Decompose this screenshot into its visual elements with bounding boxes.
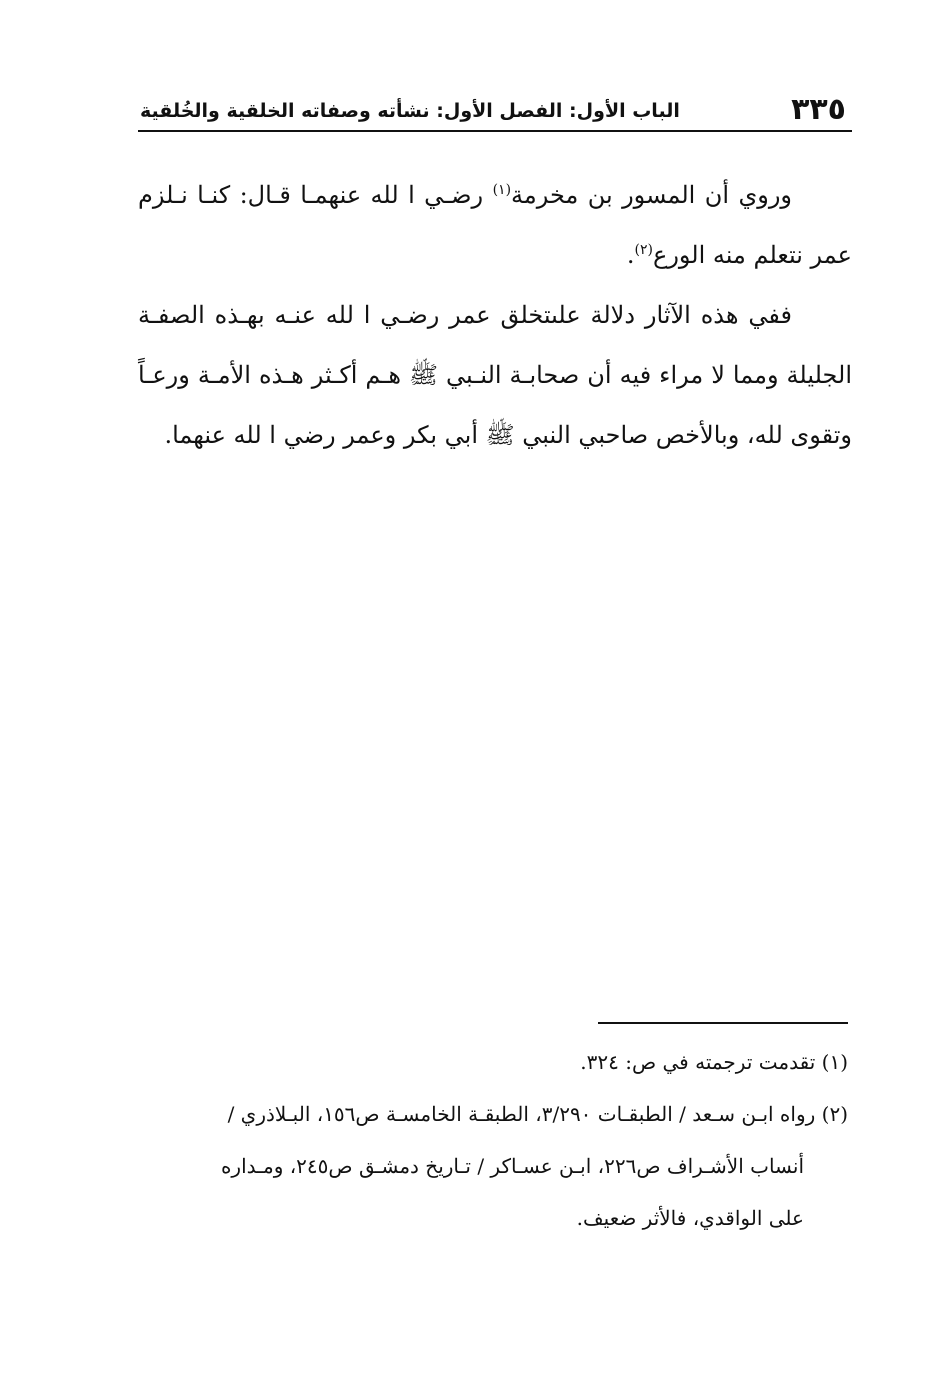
footnote-ref-1[interactable]: (١) [492,182,512,198]
footnote-ref-2[interactable]: (٢) [634,242,653,258]
page-header [140,92,850,132]
running-title: الباب الأول: الفصل الأول: نشأته وصفاته الخلقية والخُلقية [140,100,680,122]
paragraph-1-text-c: عمر نتعلم منه الورع [653,241,852,269]
paragraph-1 [138,165,852,285]
paragraph-2: ففي هذه الآثار دلالة علىتخلق عمر رضـي ا لله عنـه بهـذه الصفـة الجليلة ومما لا مراء فيه أن صحابـة النـبي ﷺ هـم أكـثر هـذه الأمـة ورعـاً وتقوى لله، وبالأخص صاحبي النبي ﷺ أبي بكر وعمر رضي ا لله عنهما. [138,301,852,449]
paragraph-1-end: . [626,241,635,269]
paragraph-1-text-b: رضـي ا لله عنهمـا قـال: كنـا نـلزم [138,181,493,209]
footnote-2-line-3: على الواقدي، فالأثر ضعيف. [576,1206,804,1230]
paragraph-1-text-a: وروي أن المسور بن مخرمة [511,181,792,209]
page-number: ٣٣٥ [791,92,846,127]
footnote-1: (١) تقدمت ترجمته في ص: ٣٢٤. [580,1050,848,1074]
footnotes [138,1036,848,1244]
main-text [138,165,852,465]
footnote-separator [598,1022,848,1024]
footnote-2-line-1: (٢) رواه ابـن سـعد / الطبقـات ٣/٢٩٠، الطبقـة الخامسـة ص١٥٦، البـلاذري / [227,1102,848,1126]
footnote-2-line-2: أنساب الأشـراف ص٢٢٦، ابـن عسـاكر / تـاريخ دمشـق ص٢٤٥، ومـداره [220,1154,804,1178]
header-rule [138,130,852,132]
